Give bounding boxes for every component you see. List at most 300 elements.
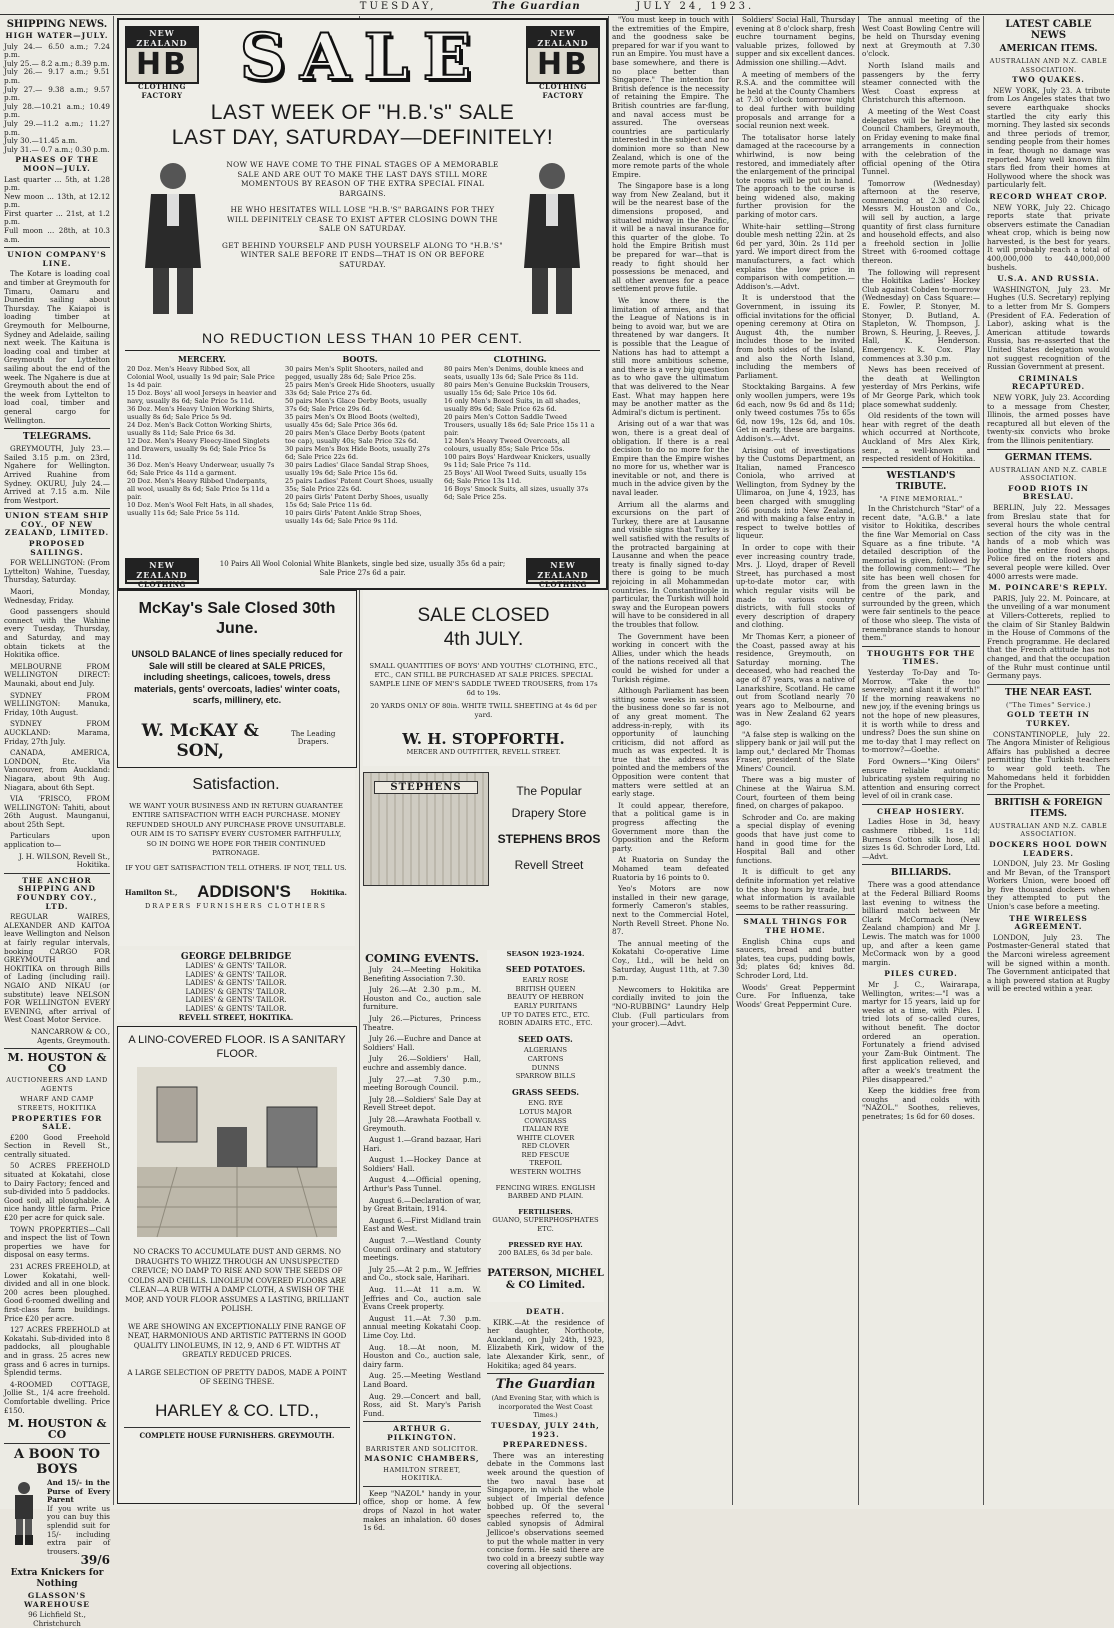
extra-knickers: Extra Knickers for Nothing <box>10 1568 104 1590</box>
divider <box>4 508 110 509</box>
mercery-item: 10 Doz. Men's Wool Felt Hats, in all shades, usually 11s 6d; Sale Price 5s 11d. <box>127 501 274 517</box>
mercery-item: 20 Doz. Men's Heavy Ribbed Underpants, all wool, usually 8s 6d; Sale Price 5s 11d a pair. <box>127 477 270 501</box>
hb-nz-label: NEW ZEALAND <box>528 28 598 48</box>
news-paragraph: It is difficult to get any definite information yet relative to the shop hours by trade, but what information is available seems to be rather reassuring. <box>736 867 855 911</box>
property-127: 127 ACRES FREEHOLD at Kokatahi. Sub-divided into 8 paddocks, all ploughable and in grass. 25 acres new grass and 6 acres in turnips. Splendid terms. <box>4 1325 110 1378</box>
event-item: August 1.—Grand bazaar, Hari Hari. <box>363 1135 481 1153</box>
delbridge-line: LADIES' & GENTS' TAILOR. <box>185 996 287 1004</box>
poincare-title: M. POINCARE'S REPLY. <box>988 583 1109 593</box>
divider <box>4 1048 110 1049</box>
divider <box>987 449 1110 450</box>
mercery-list <box>127 355 277 555</box>
news-paragraph: Soldiers' Social Hall, Thursday evening at 8 o'clock sharp, fresh euchre tournament begins, valuable prizes, followed by supper and six excellent dances. Admission one shilling.—Advt. <box>736 15 855 67</box>
divider <box>862 804 980 805</box>
news-paragraph: The annual meeting of the West Coast Bowling Centre will be held on Thursday evening next at Greymouth at 7.30 o'clock. <box>862 15 980 59</box>
death-notice: KIRK.—At the residence of her daughter, Northcote, Auckland, on July 24th, 1923, Elizabeth Kirk, widow of the late Alexander Kirk, senr., of Hokitika; aged 84 years. <box>487 1317 604 1370</box>
event-item: August 11.—At 7.30 p.m. annual meeting Kokatahi Coop. Lime Coy. Ltd. <box>363 1313 481 1340</box>
fencing-wires: FENCING WIRES. ENGLISH BARBED AND PLAIN. <box>495 1183 596 1201</box>
hb-letters: HB <box>136 47 188 82</box>
divider <box>987 794 1110 795</box>
mercery-item: 12 Doz. Men's Heavy Fleecy-lined Singlets and Drawers, usually 9s 6d; Sale Price 5s 11d. <box>127 437 270 461</box>
event-item: August 6.—Declaration of war, by Great Britain, 1914. <box>363 1195 481 1214</box>
column-rule <box>983 16 984 1505</box>
stephens-line1: The Popular <box>516 784 582 798</box>
event-item: August 4.—Official opening, Arthur's Pass Tunnel. <box>363 1175 481 1194</box>
clothing-item: 16 only Men's Boxed Suits, in all shades, usually 89s 6d; Sale Price 62s 6d. <box>444 397 581 413</box>
westland-title: WESTLAND'S TRIBUTE. <box>886 470 956 492</box>
room-illustration-icon <box>137 1067 337 1237</box>
event-item: Aug. 25.—Meeting Westland Land Board. <box>363 1371 481 1389</box>
dockers-text: LONDON, July 23. Mr Gosling and Mr Bevan, of the Transport Workers Union, were booed off by five thousand dockers when they attempted to put the Union's case before a meeting. <box>987 859 1110 912</box>
hosiery-text: Ladies Hose in 3d, heavy cashmere ribbed, 1s 11d; Burness Cotton silk hose, all sizes 1s 6d. Schroder Lord, Ltd.—Advt. <box>862 817 980 861</box>
editorial-title: PREPAREDNESS. <box>502 1440 589 1450</box>
cable-assoc: AUSTRALIAN AND N.Z. CABLE ASSOCIATION. <box>989 57 1108 74</box>
seed-oats: SEED OATS. <box>518 1033 573 1044</box>
divider <box>363 1421 481 1422</box>
potato-variety: UP TO DATES ETC., ETC. <box>501 1010 590 1019</box>
editorial-paragraph: Although Parliament has been sitting some weeks in session, the business done so far is not of any great moment. The address-in-reply, with its opportunity of launching criticism, did not afford as much as was expected. It is true that the address was pointed and the members of the Opposition were content that matters were settled at an early stage. <box>612 686 729 799</box>
dockers-title: DOCKERS HOOL DOWN LEADERS. <box>989 839 1108 858</box>
divider <box>987 684 1110 685</box>
paterson-advert <box>487 950 604 1302</box>
pilkington-address: HAMILTON STREET, HOKITIKA. <box>383 1465 461 1483</box>
news-paragraph: There was a big muster of Chinese at the Wairua S.M. Court, fourteen of them being fined, on charges of pakapoo. <box>736 775 855 811</box>
houston-subtitle: AUCTIONEERS AND LAND AGENTS <box>6 1076 108 1093</box>
clothing-item: 100 pairs Boys' Hardwear Knickers, usually 9s 11d; Sale Price 7s 11d. <box>444 453 591 469</box>
harley-footer: COMPLETE HOUSE FURNISHERS. GREYMOUTH. <box>124 1427 350 1440</box>
event-item: July 25.—At 2 p.m., W. Jeffries and Co., stock sale, Harihari. <box>363 1264 481 1283</box>
column-tributes <box>862 16 980 1503</box>
addison-street: Hamilton St., <box>125 887 178 897</box>
event-item: July 28.—Arawhata Football v. Greymouth. <box>363 1114 481 1133</box>
guardian-date: TUESDAY, JULY 24th, 1923. <box>491 1420 600 1439</box>
delbridge-line: LADIES' & GENTS' TAILOR. <box>185 970 287 979</box>
frisco-sailing: VIA 'FRISCO, FROM WELLINGTON: Tahiti, about 26th August. Maunganui, about 25th Sept. <box>4 794 110 829</box>
grass-variety: RED FESCUE <box>521 1150 570 1159</box>
houston-title: M. HOUSTON & CO <box>7 1051 107 1076</box>
mckay-name: W. McKAY & SON, <box>141 720 259 761</box>
usa-russia-text: WASHINGTON, July 23. Mr Hughes (U.S. Secretary) replying to a letter from Mr S. Gompers (President of F.A. Federation of Labor), asking what is the American attitude towards Russia, has re-asserted that the United States delegation would not suggest recognition of the Russian Government at present. <box>987 284 1110 372</box>
nazol-kiddies: Keep the kiddies free from coughs and colds with "NAZOL." Soothes, relieves, penetrates; 1s 6d for 60 doses. <box>862 1086 980 1121</box>
mckay-title: McKay's Sale Closed 30th June. <box>138 600 336 637</box>
stopforth-title-2: 4th JULY. <box>443 629 524 650</box>
hb-logo-small <box>125 558 199 589</box>
editorial-paragraph: The annual meeting of the Kokatahi Co-operative Lime Coy., Ltd., will be held on Saturday, August 11th, at 7.30 p.m. <box>612 938 729 983</box>
hb-clothing-label: CLOTHING <box>538 580 588 589</box>
small-things-title: SMALL THINGS FOR THE HOME. <box>743 917 848 935</box>
property-cottage: 4-ROOMED COTTAGE, Jollie St., 1/4 acre freehold. Comfortable dwelling. Price £150. <box>4 1379 110 1415</box>
clothing-item: 20 pairs Men's Cotton Saddle Tweed Trousers, usually 18s 6d; Sale Price 15s 11 a pair. <box>444 413 595 437</box>
event-item: August 7.—Westland County Council ordinary and statutory meetings. <box>363 1236 481 1263</box>
shipping-title: SHIPPING NEWS. <box>6 19 108 30</box>
divider <box>4 247 110 248</box>
guardian-sub: (And Evening Star, with which is incorporated the West Coast Times.) <box>491 1394 600 1420</box>
grass-variety: TREFOIL <box>529 1159 562 1168</box>
delbridge-line: LADIES' & GENTS' TAILOR. <box>185 1004 287 1013</box>
masthead-paper: The Guardian <box>491 1 581 12</box>
mercery-item: 15 Doz. Boys' all wool Jerseys in heavier and navy, usually 8s 6d; Sale Price 5s 11d. <box>127 389 277 405</box>
small-things-text: English China cups and saucers, bread and butter plates, tea cups, pudding bowls, 3d; plates 6d; knives 8d. Schroder Lord, Ltd. <box>736 936 855 980</box>
divider <box>736 914 855 915</box>
event-item: July 27.—at 7.30 p.m., meeting Borough Council. <box>363 1074 481 1093</box>
coming-events-title: COMING EVENTS. <box>365 952 479 965</box>
stephens-sign: STEPHENS <box>374 781 478 794</box>
boots-item: 30 pairs Men's Box Hide Boots, usually 27s 6d; Sale Price 22s 6d. <box>285 445 430 461</box>
mercery-item: 36 Doz. Men's Heavy Underwear, usually 7s 6d; Sale Price 4s 11d a garment. <box>127 461 275 477</box>
delbridge-address: REVELL STREET, HOKITIKA. <box>178 1013 294 1022</box>
column-rule <box>858 16 859 1505</box>
column-local-news <box>736 16 855 1503</box>
mercery-item: 20 Doz. Men's Heavy Ribbed Sox, all Colonial Wool, usually 1s 9d pair; Sale Price 1s 4d pair. <box>127 365 275 389</box>
grass-variety: WESTERN WOLTHS <box>510 1168 581 1177</box>
property-231: 231 ACRES FREEHOLD, at Lower Kokatahi, well-divided and all in one block. 200 acres been ploughed. Good 6-roomed dwelling and first-class farm buildings. Price £20 per acre. <box>4 1262 110 1323</box>
clothing-item: 80 pairs Men's Genuine Buckskin Trousers, usually 15s 6d; Sale Price 10s 6d. <box>444 381 590 397</box>
poincare-text: PARIS, July 22. M. Poincare, at the unveiling of a war monument at Villers-Cotterets, replied to the claim of Sir Stanley Baldwin in the House of Commons of the French programme. He declared that the French attitude has not changed, and that the occupation of the Ruhr must continue until Germany pays. <box>987 593 1110 681</box>
telegrams-title: TELEGRAMS. <box>22 432 92 443</box>
anchor-text: REGULAR WAIRES, ALEXANDER AND KAITOA leave Wellington and Nelson at fairly regular intervals, booking CARGO FOR GREYMOUTH and HOKITIKA on through Bills of Lading (including rail). NGAIO AND NIKAU (or substitute) leave NELSON FOR WELLINGTON EVERY EVENING, after arrival of West Coast Motor Service. <box>4 912 110 1025</box>
floor-body-2: WE ARE SHOWING AN EXCEPTIONALLY FINE RANGE OF NEAT, HARMONIOUS AND ARTISTIC PATTERNS IN GOOD QUALITY LINOLEUMS, IN 12, 9, AND 6 FT. WIDTHS AT GREATLY REDUCED PRICES. <box>127 1321 347 1359</box>
divider <box>363 1486 481 1487</box>
boots-item: 10 pairs Girls' Patent Ankle Strap Shoes, usually 14s 6d; Sale Price 9s 11d. <box>285 509 422 525</box>
clothing-item: 25 Boys' All Wool Tweed Suits, usually 15s 6d; Sale Price 13s 11d. <box>444 469 587 485</box>
boots-item: 20 pairs Girls' Patent Derby Shoes, usually 15s 6d; Sale Price 11s 6d. <box>285 493 429 509</box>
union-steam-title: UNION STEAM SHIP COY., OF NEW ZEALAND, LIMITED. <box>4 511 110 538</box>
boots-item: 50 pairs Men's Glace Derby Boots, usually 37s 6d; Sale Price 29s 6d. <box>285 397 427 413</box>
tide-1: July 25.— 8.2 a.m.; 8.39 p.m. <box>4 58 110 68</box>
delbridge-name: GEORGE DELBRIDGE <box>180 952 292 962</box>
billiards-title: BILLIARDS. <box>890 868 952 879</box>
houston-footer: M. HOUSTON & CO <box>7 1417 107 1442</box>
news-paragraph: The totalisator horse lately damaged at the racecourse by a whirlwind, is now being restored, and immediately after the enlargement of the principal tote rooms will be put in hand. The approach to the course is being widened also, making further provision for the parking of motor cars. <box>736 132 855 220</box>
wireless-title: THE WIRELESS AGREEMENT. <box>1009 913 1088 932</box>
nazol-note: Keep "NAZOL" handy in your office, shop or home. A few drops of Nazol in hot water makes an inhalation. 60 doses 1s 6d. <box>363 1488 481 1533</box>
cable-assoc: AUSTRALIAN AND N.Z. CABLE ASSOCIATION. <box>989 465 1108 483</box>
melbourne-sailing: MELBOURNE FROM WELLINGTON DIRECT: Maunaki, about end July. <box>4 661 110 688</box>
potato-variety: BEAUTY OF HEBRON <box>507 993 584 1002</box>
houston-address: WHARF AND CAMP STREETS, HOKITIKA <box>17 1095 97 1112</box>
news-paragraph: Schroder and Co. are making a special display of evening goods that have just come to hand in good time for the Hospital Ball and other functions. <box>736 812 855 865</box>
column-rule <box>113 16 114 1505</box>
stephens-text <box>495 780 603 872</box>
column-rule <box>608 16 609 1505</box>
stephens-line4: Revell Street <box>514 858 584 872</box>
divider <box>4 1443 110 1444</box>
particulars-note: Particulars upon application to— <box>4 831 110 850</box>
tide-5: July 29.—11.2 a.m.; 11.27 p.m. <box>4 118 110 137</box>
column-shipping <box>4 16 110 1628</box>
boots-item: 35 pairs Men's Ox Blood Boots (welted), usually 45s 6d; Sale Price 36s 6d. <box>285 413 420 429</box>
editorial-paragraph: Arising out of a war that was won, there is a great deal of obligation. If there is a real decision to do no more for the Empire than the Empire wishes no more for us, whether war is inevitable or not, and there is much in the advice given by the naval leader. <box>612 419 729 498</box>
news-paragraph: The following will represent the Hokitika Ladies' Hockey Club against Cobden to-morrow (Wednesday) on Cass Square:—E. Fowler, P. Stonyer, M. Stonyer, D. Butland, A. Stapleton, W. Thompson, J. Brown, S. Heuring, J. Reeves, J. Hall, K. Henderson. Emergency: K. Cox. Play commences at 3.30 p.m. <box>862 267 980 363</box>
event-item: July 28.—Soldiers' Sale Day at Revell Street depot. <box>363 1094 481 1113</box>
potato-variety: EARLY PURITANS <box>513 1001 578 1010</box>
harley-name: HARLEY & CO. LTD., <box>155 1400 319 1420</box>
hb-intro-1: NOW WE HAVE COME TO THE FINAL STAGES OF A MEMORABLE SALE AND ARE OUT TO MAKE THE LAST DAYS STILL MORE MOMENTOUS BY REASON OF THE EXTRA SPECIAL FINAL BARGAINS. <box>226 160 499 198</box>
hb-intro-3: GET BEHIND YOURSELF AND PUSH YOURSELF ALONG TO "H.B.'S" WINTER SALE BEFORE IT ENDS—THAT IS ON OR BEFORE SATURDAY. <box>222 240 503 269</box>
stopforth-sub: MERCER AND OUTFITTER, REVELL STREET. <box>406 748 561 756</box>
fertilisers-detail: GUANO, SUPERPHOSPHATES ETC. <box>492 1216 599 1234</box>
news-paragraph: Old residents of the town will hear with regret of the death which occurred at Northcote, Auckland of Mrs Alex Kirk, senr., a well-known and respected resident of Hokitika. <box>862 411 980 464</box>
oat-variety: DUNNS <box>531 1063 560 1072</box>
hb-logo-right <box>526 26 600 100</box>
season: SEASON 1923-1924. <box>506 950 585 958</box>
stopforth-sheeting: 20 YARDS ONLY OF 80in. WHITE TWILL SHEETING at 4s 6d per yard. <box>370 702 597 719</box>
event-item: July 26.—Soldiers' Hall, euchre and assembly dance. <box>363 1054 481 1072</box>
tide-6: July 30.—11.45 a.m. <box>4 136 78 146</box>
grass-variety: WHITE CLOVER <box>516 1133 575 1142</box>
potato-variety: EARLY ROSE <box>522 976 569 985</box>
divider <box>487 1373 604 1374</box>
editorial-paragraph: Yeo's Motors are now installed in their new garage, formerly Cameron's stables, next to the Commercial Hotel, North Revell Street. Phone No. 87. <box>612 884 729 937</box>
german-items: GERMAN ITEMS. <box>1004 452 1093 463</box>
news-paragraph: North Island mails and passengers by the ferry steamer connected with the West Coast express at Christchurch this afternoon. <box>862 60 980 105</box>
tide-3: July 27.— 9.38 a.m.; 9.57 p.m. <box>4 84 110 103</box>
usa-russia-title: U.S.A. AND RUSSIA. <box>997 274 1100 284</box>
floor-title: A LINO-COVERED FLOOR. IS A SANITARY FLOOR. <box>128 1034 346 1060</box>
grass-variety: ITALIAN RYE <box>522 1125 569 1134</box>
masthead-day: TUESDAY, <box>359 1 437 12</box>
hb-logo-small <box>526 558 600 589</box>
gold-teeth-text: CONSTANTINOPLE, July 22. The Angora Minister of Religious Affairs has published a decree permitting the Turkish teachers to wear gold teeth. The Mahomedans held it forbidden for the Prophet. <box>987 729 1110 791</box>
rye-hay: PRESSED RYE HAY. <box>508 1240 583 1249</box>
boots-item: 25 pairs Ladies' Patent Court Shoes, usually 35s; Sale Price 22s 6d. <box>285 477 433 493</box>
hb-intro-2: HE WHO HESITATES WILL LOSE "H.B.'S" BARGAINS FOR THEY WILL DEFINITELY CEASE TO EXIST AFTER CLOSING DOWN THE SALE ON SATURDAY. <box>227 205 498 233</box>
fertilisers: FERTILISERS. <box>518 1207 573 1216</box>
oat-variety: ALGERIANS <box>523 1046 568 1055</box>
boon-price: And 15/- in the Purse of Every Parent <box>47 1478 110 1505</box>
mercery-item: 24 Doz. Men's Back Cotton Working Shirts, usually 8s 11d; Sale Price 6s 3d. <box>127 421 273 437</box>
death-title: DEATH. <box>526 1307 565 1316</box>
sale-banner: SALE <box>239 20 486 95</box>
event-item: July 24.—Meeting Hokitika Benefiting Association 7.30. <box>363 965 481 983</box>
boon-ad <box>4 1478 110 1568</box>
column-cable-news <box>987 16 1110 1503</box>
editorial-paragraph: "You must keep in touch with the extremities of the Empire, and the goodness sake be prepared for war if you want to run an Empire. You must have a base somewhere, and there is no place better than Singapore." The intention for British defence is the necessity of retaining the Empire. The British countries are far-flung, and naval access must be assured. The overseas countries are particularly interested in the subject and no dominion more so than New Zealand, which is one of the more remote parts of the whole Empire. <box>612 15 729 179</box>
editorial-paragraph: The Singapore base is a long way from New Zealand, but it will be the nearest base of the dimensions proposed, and situated midway in the Pacific, it will be a naval insurance for this quarter of the globe. To hold the Empire British must be prepared for war—that is ready to fight should her possessions be menaced, and all other avenues for a peace settlement prove futile. <box>612 181 729 294</box>
stopforth-advert <box>363 590 604 766</box>
tide-7: July 31.— 0.7 a.m.; 0.30 p.m. <box>4 144 110 154</box>
boots-item: 20 pairs Men's Glace Derby Boots (patent toe cap), usually 40s; Sale Price 32s 6d. <box>285 429 426 445</box>
ford-owners: Ford Owners—"King Oilers" ensure reliable automatic lubricating system requiring no attention and ensuring correct level of oil in crank case. <box>862 756 980 801</box>
property-50: 50 ACRES FREEHOLD situated at Kokatahi, close to Dairy Factory; fenced and sub-divided into 5 paddocks. Good soil, all ploughable. A nice handy little farm. Price £20 per acre for quick sale. <box>4 1161 110 1223</box>
divider <box>4 428 110 429</box>
westland-text: In the Christchurch "Star" of a recent date, "A.G.B." a late visitor to Hokitika, describes the fine War Memorial on Cass Square as a fine tribute. "A detailed description of the memorial is given, followed by the following comment:— "The site has been well chosen for from the green lawn in the centre of the park, and surrounded by the green, which were fair sentinels to the peace of those who sleep. The vista of remembrance stands to honour them." <box>862 504 980 643</box>
hb-nz-label: NEW ZEALAND <box>127 28 197 48</box>
harley-floor-advert <box>117 1026 357 1504</box>
wheat-text: NEW YORK, July 22. Chicago reports state that private observers estimate the Canadian wheat crop, which is being now harvested, is the best for years. It will probably reach a total of 400,000,000 to 440,000,000 bushels. <box>987 202 1110 272</box>
hb-intro <box>219 160 506 269</box>
stopforth-body: SMALL QUANTITIES OF BOYS' AND YOUTHS' CLOTHING, ETC., ETC., CAN STILL BE PURCHASED AT SALE PRICES. SPECIAL SAMPLE LINE OF MEN'S SADDLE TWEED TROUSERS, from 17s 6d to 19s. <box>369 662 598 697</box>
piles-text: Mr J. C., Wairarapa, Wellington, writes:—"I was a martyr for 15 years, laid up for weeks at a time, with Piles. I tried lots of so-called cures, without benefit. The doctor ordered an operation. Fortunately a friend advised your Zam-Buk Ointment. The first application relieved, and after a week's treatment the Piles disappeared." <box>862 979 980 1084</box>
moon-phases-title: PHASES OF THE MOON—JULY. <box>15 155 99 173</box>
stopforth-title-1: SALE CLOSED <box>417 605 550 626</box>
editorial-paragraph: It could appear, therefore, that a political game is in progress affecting the Government more than the Opposition and the Reform party. <box>612 800 729 853</box>
stephens-line2: Drapery Store <box>511 806 587 820</box>
paterson-name: PATERSON, MICHEL & CO Limited. <box>487 1267 604 1291</box>
tide-0: July 24.— 6.50 a.m.; 7.24 p.m. <box>4 41 110 60</box>
union-line-title: UNION COMPANY'S LINE. <box>7 250 107 268</box>
phase-1: New moon ... 13th, at 12.12 p.m. <box>4 191 110 210</box>
gold-teeth-title: GOLD TEETH IN TURKEY. <box>1007 710 1090 728</box>
potato-variety: ROBIN ADAIRS ETC., ETC. <box>498 1019 593 1028</box>
news-paragraph: Tomorrow (Wednesday) afternoon at the reserve, commencing at 2.30 o'clock Messrs M. Houston and Co., will sell by auction, a large quantity of first class furniture and household effects, and also a freehold section in Jollie Street with 6-roomed cottage thereon. <box>862 178 980 266</box>
addison-body: WE WANT YOUR BUSINESS AND IN RETURN GUARANTEE ENTIRE SATISFACTION WITH EACH PURCHASE. MONEY REFUNDED SHOULD ANY PURCHASE PROVE UNSUITABLE. OUR AIM IS TO SATISFY EVERY CUSTOMER FAITHFULLY, SO IN DOING WE HOPE FOR THEIR CONTINUED PATRONAGE. <box>126 802 346 858</box>
boon-value: 39/6 <box>80 1553 110 1568</box>
addison-town: Hokitika. <box>310 887 347 897</box>
news-paragraph: In order to cope with their ever increasing country trade, Mrs. J. Lloyd, draper of Revell Street, has purchased a most up-to-date motor car, with which regular visits will be made to various country districts, with full stocks of every description of drapery and clothing. <box>736 543 855 630</box>
divider <box>125 350 600 351</box>
masthead <box>0 0 1114 15</box>
wellington-sailings: FOR WELLINGTON: (From Lyttelton) Wahine, Tuesday, Thursday, Saturday. <box>4 558 110 585</box>
hb-clothing-label: CLOTHING FACTORY <box>137 82 187 100</box>
food-riots-title: FOOD RIOTS IN BRESLAU. <box>1008 483 1089 502</box>
divider <box>862 467 980 468</box>
criminals-text: NEW YORK, July 23. According to a message from Chester, Illinois, the armed posses have recaptured all but eleven of the twenty-six convicts who broke from the Illinois penitentiary. <box>987 392 1110 445</box>
floor-dados: A LARGE SELECTION OF PRETTY DADOS, MADE A POINT OF SEEING THESE. <box>127 1367 347 1386</box>
british-items: BRITISH & FOREIGN ITEMS. <box>994 797 1103 819</box>
wheat-title: RECORD WHEAT CROP. <box>989 191 1108 201</box>
passenger-note: Good passengers should connect with the Wahine every Tuesday, Thursday, and Saturday, and may obtain tickets at the Hokitika office. <box>4 607 110 660</box>
man-figure-icon <box>516 158 588 323</box>
shipping-agent: J. H. WILSON, Revell St., Hokitika. <box>18 851 110 870</box>
blankets-offer: 10 Pairs All Wool Colonial White Blankets, single bed size, usually 35s 6d a pair; Sale Price 27s 6d a pair. <box>219 560 506 577</box>
pilkington-name: ARTHUR G. PILKINGTON. <box>387 1424 457 1442</box>
news-paragraph: Arising out of investigations by the Customs Department, an Italian, named Francesco Coniola, who arrived at Wellington, from Sydney by the Ulimaroa, on June 4, 1923, has been charged with smuggling 266 pounds into New Zealand, and with making a false entry in respect to twelve bottles of liqueur. <box>736 445 855 541</box>
guardian-title: The Guardian <box>495 1377 596 1393</box>
delbridge-advert <box>117 950 355 1022</box>
phase-3: Full moon ... 28th, at 10.3 a.m. <box>4 226 110 244</box>
delbridge-line: LADIES' & GENTS' TAILOR. <box>185 979 287 987</box>
event-item: August 1.—Hockey Dance at Soldiers' Hall. <box>363 1155 481 1173</box>
news-paragraph: News has been received of the death at Wellington yesterday of Mrs Perkins, wife of Mr George Park, which took place somewhat suddenly. <box>862 365 980 409</box>
hb-clothing-label: CLOTHING FACTORY <box>538 82 588 100</box>
clothing-title: CLOTHING. <box>493 354 547 364</box>
event-item: Aug. 29.—Concert and ball, Ross, aid St. Mary's Parish Fund. <box>363 1391 481 1418</box>
delbridge-line: LADIES' & GENTS' TAILOR. <box>185 962 287 970</box>
grass-variety: ENG. RYE <box>528 1099 563 1108</box>
criminals-title: CRIMINALS RECAPTURED. <box>1011 373 1086 392</box>
grass-variety: LOTUS MAJOR <box>519 1107 572 1116</box>
hb-headline-2: LAST DAY, SATURDAY—DEFINITELY! <box>171 126 554 149</box>
event-item: Aug. 18.—At noon, M. Houston and Co., auction sale, dairy farm. <box>363 1342 481 1369</box>
stephens-storefront-image <box>363 772 489 886</box>
tide-4: July 28.—10.21 a.m.; 10.49 p.m. <box>4 101 110 120</box>
stephens-line3: STEPHENS BROS <box>497 832 601 846</box>
grass-seeds: GRASS SEEDS. <box>511 1086 580 1097</box>
column-rule <box>732 16 733 1505</box>
sydney-sailing: SYDNEY FROM WELLINGTON: Manuka, Friday, 10th August. <box>4 690 110 717</box>
stopforth-name: W. H. STOPFORTH. <box>402 730 565 748</box>
news-paragraph: It is understood that the Government, in issuing its official invitations for the official opening ceremony at Otira on August 4th, the number includes those to be invited from both sides of the Island, and also the North Island, including the members of Parliament. <box>736 293 855 380</box>
glassons-name: GLASSON'S WAREHOUSE <box>23 1591 90 1609</box>
anchor-title: THE ANCHOR SHIPPING AND FOUNDRY COY., LTD. <box>16 875 98 911</box>
oat-variety: SPARROW BILLS <box>515 1072 576 1081</box>
hb-sale-advert <box>117 18 608 590</box>
delbridge-line: LADIES' & GENTS' TAILOR. <box>185 987 287 996</box>
boots-item: 30 pairs Men's Split Shooters, nailed and pegged, usually 28s 6d; Sale Price 25s. <box>285 365 424 381</box>
canada-sailing: CANADA, AMERICA, LONDON, Etc. Via Vancouver, from Auckland: Niagara, about 9th Aug. Niagara, about 6th Sept. <box>4 748 110 792</box>
cable-assoc: AUSTRALIAN AND N.Z. CABLE ASSOCIATION. <box>989 821 1108 839</box>
boy-figure-icon <box>4 1479 44 1549</box>
quakes-title: TWO QUAKES. <box>1012 75 1085 85</box>
grass-variety: RED CLOVER <box>521 1142 570 1151</box>
addison-tell: IF YOU GET SATISFACTION TELL OTHERS. IF NOT, TELL US. <box>125 864 347 873</box>
union-line-text: The Kotare is loading coal and timber at Greymouth for Timaru, Oamaru and Dunedin sailing about Thursday. The Kaiapoi is loading timber at Greymouth for Melbourne, Sydney and Adelaide, sailing next week. The Kaituna is loading coal and timber at Greymouth for Lyttelton sailing about the end of the week. The Ngahere is due at Greymouth about the end of the week from Lyttelton to load coal, timber and general cargo for Wellington. <box>4 269 110 425</box>
hb-nz-label: NEW ZEALAND <box>528 560 598 580</box>
rye-hay-detail: 200 BALES, 6s 3d per bale. <box>498 1249 593 1258</box>
near-east-title: THE NEAR EAST. <box>1005 687 1092 698</box>
news-paragraph: Mr Thomas Kerr, a pioneer of the Coast, passed away at his residence, Greymouth, on Saturday morning. The deceased, who had reached the age of 87 years, was a native of Lanarkshire, Scotland. He came out from Scotland nearly 70 years ago to Melbourne, and was in New Zealand 62 years ago. <box>736 631 855 727</box>
editorial-paragraph: Arrium all the alarms and excursions on the part of Turkey, there are at Lausanne and visible signs that Turkey is well satisfied with the results of the protracted bargaining at Lausanne and when the peace treaty is finally signed to-day there is going to be much rejoicing in all Mohammedan countries. In Constantinople in particular, the Turkish will hold sway and the European powers will have to be considered in all the troubles that follow. <box>612 499 729 629</box>
clothing-item: 12 Men's Heavy Tweed Overcoats, all colours, usually 85s; Sale Price 55s. <box>444 437 570 453</box>
food-riots-text: BERLIN, July 22. Messages from Breslau state that for several hours the whole central section of the city was in the hands of a mob which was looting the entire food shops. Police fired on the rioters and several people were killed. Over 4000 arrests were made. <box>987 502 1110 581</box>
news-paragraph: "A false step is walking on the slippery bank or jail will put the lamp out," declared Mr Thomas Fraser, president of the Slate Miners' Council. <box>736 729 855 773</box>
boots-list <box>285 355 435 555</box>
floor-body: NO CRACKS TO ACCUMULATE DUST AND GERMS. NO DRAUGHTS TO WHIZZ THROUGH AN UNSUSPECTED CREVICE; NO DAMP TO RISE AND SOW THE SEEDS OF COLDS AND CHILLS. LINOLEUM COVERED FLOORS ARE CLEAN—A RUB WITH A DAMP CLOTH, A SWISH OF THE MOP, AND YOUR FLOOR ASSUMES A LASTING, BRILLIANT POLISH. <box>125 1247 349 1313</box>
divider <box>862 646 980 647</box>
editorial-paragraph: We know there is the limitation of armies, and that the League of Nations is in being to avoid war, but we are threatened by war dangers. It is possible that the League of Nations has had to attempt a still more ambitious scheme, and there is a very big question as to who gave the ultimatum that was delivered to the Near East. What may happen here may be another matter as the Admiral's dictum is pertinent. <box>612 296 729 417</box>
hb-headline-1: LAST WEEK OF "H.B.'s" SALE <box>210 101 515 124</box>
clothing-item: 80 pairs Men's Denims, double knees and seats, usually 13s 6d; Sale Price 8s 11d. <box>444 365 584 381</box>
property-200: £200 Good Freehold Section in Revell St., centrally situated. <box>4 1132 110 1159</box>
grass-variety: COWGRASS <box>524 1116 567 1125</box>
editorial-paragraph: Newcomers to Hokitika are cordially invited to join the "NO-RUBBING" Laundry Help Club. (Full particulars from your grocer).—Advt. <box>612 984 729 1029</box>
mckay-tag: The Leading Drapers. <box>291 729 336 746</box>
editorial-paragraph: The Government have been working in concert with the Allies, under which the heads of the nations received all that could be wished for under a Turkish régime. <box>612 631 729 684</box>
mckay-advert <box>117 590 357 768</box>
boots-item: 30 pairs Ladies' Glace Sandal Strap Shoes, usually 19s 6d; Sale Price 15s 6d. <box>285 461 429 477</box>
masthead-date: JULY 24, 1923. <box>636 1 755 12</box>
event-item: Aug. 11.—At 11 a.m. W. Jeffries and Co., auction sale Evans Creek property. <box>363 1285 481 1312</box>
clothing-item: 16 Boys' Smock Suits, all sizes, usually 37s 6d; Sale Price 25s. <box>444 485 589 501</box>
addison-advert <box>117 770 355 946</box>
mercery-item: 36 Doz. Men's Heavy Union Working Shirts, usually 8s 6d; Sale Price 5s 9d. <box>127 405 275 421</box>
auckland-sailing: SYDNEY FROM AUCKLAND: Marama, Friday, 27th July. <box>4 719 110 746</box>
boon-title: A BOON TO BOYS <box>14 1447 100 1478</box>
mckay-body: UNSOLD BALANCE of lines specially reduced for Sale will still be cleared at SALE PRICES, including sheetings, calicoes, towels, dress materials, gents' overcoats, ladies' winter coats, scarfs, millinery, etc. <box>131 649 343 705</box>
hb-clothing-label: CLOTHING <box>137 580 187 589</box>
hb-logo-left <box>125 26 199 100</box>
wireless-text: LONDON, July 23. The Postmaster-General stated that the Marconi wireless agreement will be signed within a month. The Government anticipated that a high powered station at Rugby will be erected within a year. <box>987 932 1110 994</box>
event-item: August 6.—First Midland train East and West. <box>363 1215 481 1234</box>
properties-title: PROPERTIES FOR SALE. <box>11 1113 103 1132</box>
editorial-text: There was an interesting debate in the Commons last week around the question of the two naval base at Singapore, in which the whole subject of Imperial defence bobbed up. Of the several speeches referred to, the cabled synopsis of Admiral Jellicoe's observations seemed to put the whole matter in very concise form. He said there are two cold in a breezy subtle way covering all objections. <box>487 1450 604 1572</box>
piles-title: PILES CURED. <box>884 969 958 979</box>
woods-text: Woods' Great Peppermint Cure. For Influenza, take Woods' Great Peppermint Cure. <box>736 982 855 1009</box>
editorial-paragraph: At Ruatoria on Sunday the Mohamed team defeated Ruatoria by 16 points to 0. <box>612 855 729 882</box>
telegrams-text: GREYMOUTH, July 23.—Sailed 3.15 p.m. on 23rd, Ngahere for Wellington. Arrived Ruahine from Sydney. OKURU, July 24.—Arrived at 7.15 a.m. Nile from Westport. <box>4 444 110 505</box>
news-paragraph: Stocktaking Bargains. A few only woollen jumpers, were 19s 6d each, now 9s 6d and 8s 11d; only tweed costumes 75s to 65s 6d, now 19s, 12s 6d, and 10s. Get in early, these are bargains. Addison's.—Advt. <box>736 382 855 443</box>
thoughts-title: THOUGHTS FOR THE TIMES. <box>867 648 975 667</box>
event-item: July 26.—Euchre and Dance at Soldiers' Hall. <box>363 1034 481 1052</box>
anchor-agent: NANCARROW & CO., Agents, Greymouth. <box>30 1026 110 1045</box>
divider <box>4 873 110 874</box>
glassons-address: 96 Lichfield St., Christchurch <box>28 1610 86 1628</box>
hosiery-title: CHEAP HOSIERY. <box>876 806 966 816</box>
high-water-title: HIGH WATER—JULY. <box>5 31 109 40</box>
divider <box>862 864 980 865</box>
hb-headline <box>129 100 596 150</box>
man-figure-icon <box>137 158 209 323</box>
maori-sailings: Maori, Monday, Wednesday, Friday. <box>4 587 110 605</box>
addison-name: ADDISON'S <box>197 882 291 902</box>
seed-potatoes: SEED POTATOES. <box>505 963 586 974</box>
american-items: AMERICAN ITEMS. <box>999 44 1098 54</box>
addison-title: Satisfaction. <box>192 776 280 793</box>
boots-title: BOOTS. <box>342 354 378 364</box>
no-reduction: NO REDUCTION LESS THAN 10 PER CENT. <box>201 330 524 346</box>
billiards-text: There was a good attendance at the Federal Billiard Rooms last evening to witness the billiard match between Mr Clark McCormack (New Zealand champion) and Mr J. Lewis. The match was for 1000 up, and after a keen game McCormack won by a good margin. <box>862 880 980 967</box>
